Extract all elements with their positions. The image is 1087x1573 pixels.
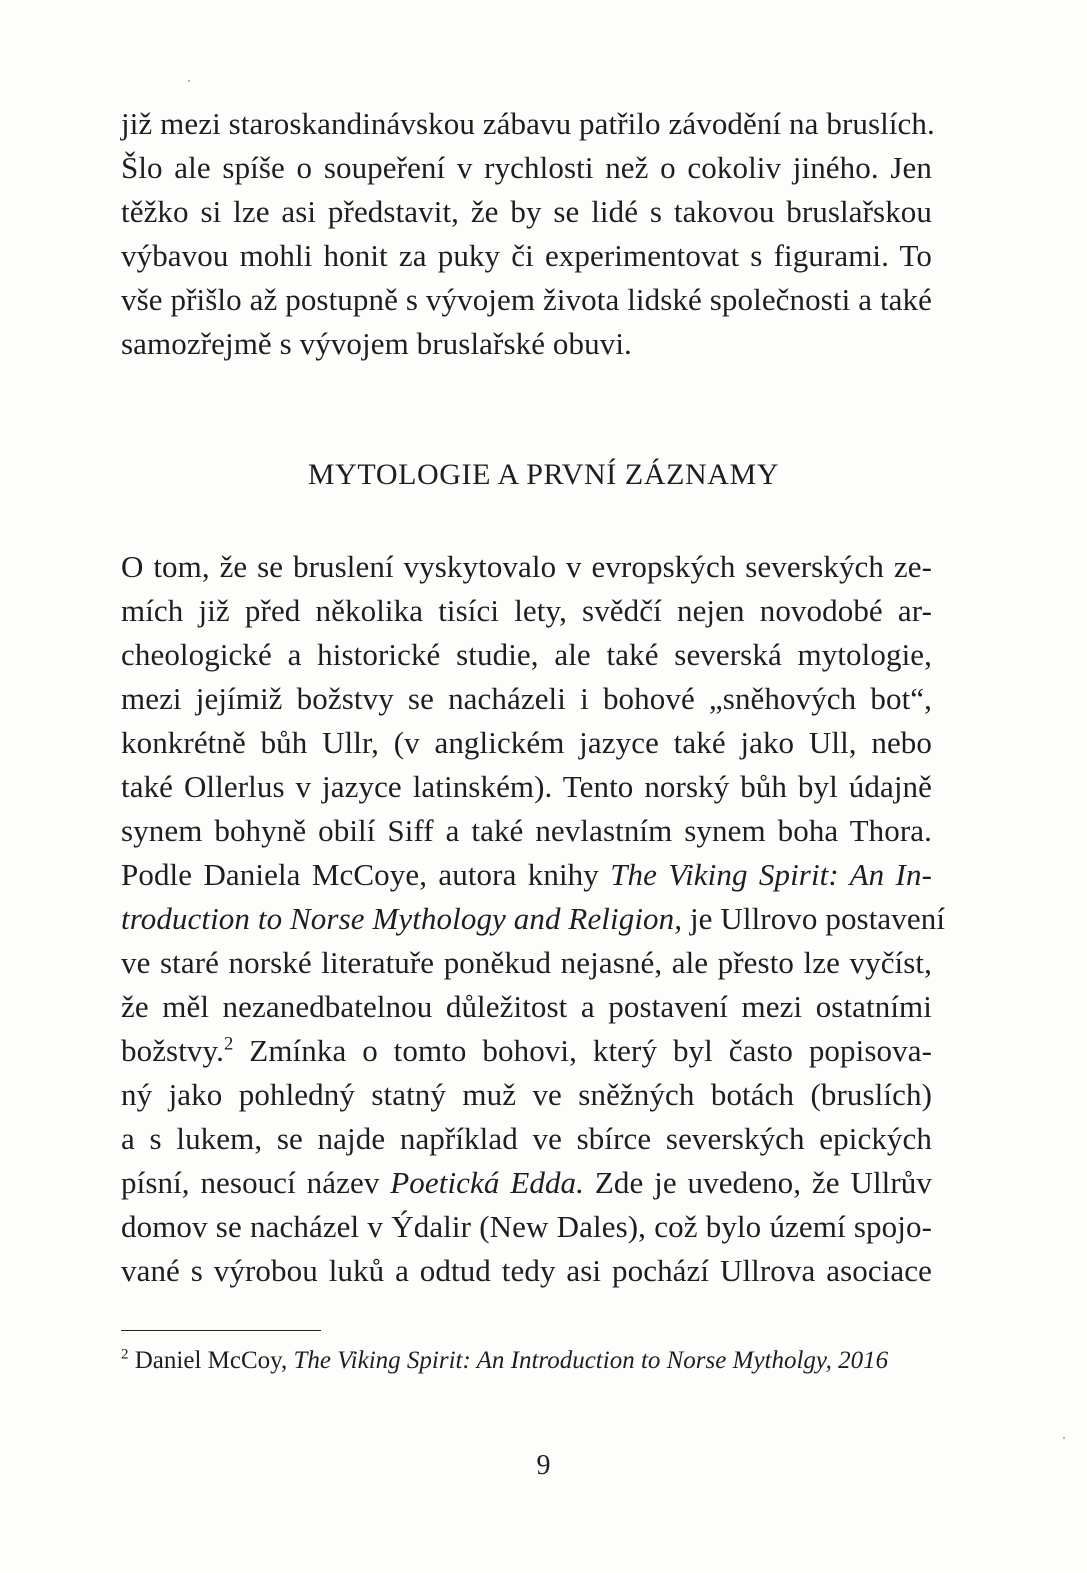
work-title-italic: Poetická Edda. xyxy=(390,1165,585,1200)
page-number: 9 xyxy=(536,1450,551,1481)
paragraph2-line: že měl nezanedbatelnou důležitost a postavení mezi ostatními xyxy=(121,989,932,1024)
paragraph2-line: cheologické a historické studie, ale také severská mytologie, xyxy=(121,637,932,672)
footnote-marker: 2 xyxy=(121,1346,129,1363)
paragraph2-line: ný jako pohledný statný muž ve sněžných botách (bruslích) xyxy=(121,1077,932,1112)
paragraph2-line: a s lukem, se najde například ve sbírce severských epických xyxy=(121,1121,932,1156)
paragraph2-line: synem bohyně obilí Siff a také nevlastním synem boha Thora. xyxy=(121,813,932,848)
paragraph2-line: mích již před několika tisíci lety, svědčí nejen novodobé ar- xyxy=(121,593,932,628)
paragraph1-line: těžko si lze asi představit, že by se lidé s takovou bruslařskou xyxy=(121,194,932,229)
footnote-title: The Viking Spirit: An Introduction to Norse Mytholgy, 2016 xyxy=(293,1347,889,1374)
paragraph1-line: Šlo ale spíše o soupeření v rychlosti než o cokoliv jiného. Jen xyxy=(121,150,932,185)
paragraph2-line xyxy=(121,853,932,897)
text-run: božstvy. xyxy=(121,1033,224,1068)
paragraph2-line: ve staré norské literatuře poněkud nejasné, ale přesto lze vyčíst, xyxy=(121,945,932,980)
paragraph2-line: konkrétně bůh Ullr, (v anglickém jazyce také jako Ull, nebo xyxy=(121,725,932,760)
text-run: Podle Daniela McCoye, autora knihy xyxy=(121,857,611,892)
paragraph1-line: již mezi staroskandinávskou zábavu patřilo závodění na bruslích. xyxy=(121,106,935,141)
paragraph1-line: výbavou mohli honit za puky či experimentovat s figurami. To xyxy=(121,238,932,273)
paragraph2-line: O tom, že se bruslení vyskytovalo v evropských severských ze- xyxy=(121,549,932,584)
text-run: Zmínka o tomto bohovi, který byl často popisova- xyxy=(233,1033,932,1068)
footnote-reference: 2 xyxy=(223,1033,234,1055)
paragraph2-line xyxy=(121,1161,932,1205)
paragraph2-line: domov se nacházel v Ýdalir (New Dales), což bylo území spojo- xyxy=(121,1209,932,1244)
book-title-italic: The Viking Spirit: An In- xyxy=(610,857,932,892)
scan-speck xyxy=(1063,1437,1065,1439)
text-run: je Ullrovo postavení xyxy=(682,901,946,936)
footnote xyxy=(121,1343,888,1379)
paragraph2-line: vané s výrobou luků a odtud tedy asi pochází Ullrova asociace xyxy=(121,1253,932,1288)
footnote-separator xyxy=(121,1330,321,1331)
paragraph2-line: mezi jejímiž božstvy se nacházeli i bohové „sněhových bot“, xyxy=(121,681,932,716)
text-run: písní, nesoucí název xyxy=(121,1165,391,1200)
paragraph1-line: vše přišlo až postupně s vývojem života lidské společnosti a také xyxy=(121,282,932,317)
footnote-author: Daniel McCoy, xyxy=(128,1347,294,1374)
paragraph2-line xyxy=(121,1029,932,1073)
scan-speck xyxy=(188,80,190,82)
paragraph1-line: samozřejmě s vývojem bruslařské obuvi. xyxy=(121,326,632,361)
text-run: Zde je uvedeno, že Ullrův xyxy=(584,1165,932,1200)
section-heading: MYTOLOGIE A PRVNÍ ZÁZNAMY xyxy=(307,458,780,491)
paragraph2-line: také Ollerlus v jazyce latinském). Tento norský bůh byl údajně xyxy=(121,769,932,804)
paragraph2-line xyxy=(121,897,946,941)
book-title-italic: troduction to Norse Mythology and Religion, xyxy=(121,901,683,936)
